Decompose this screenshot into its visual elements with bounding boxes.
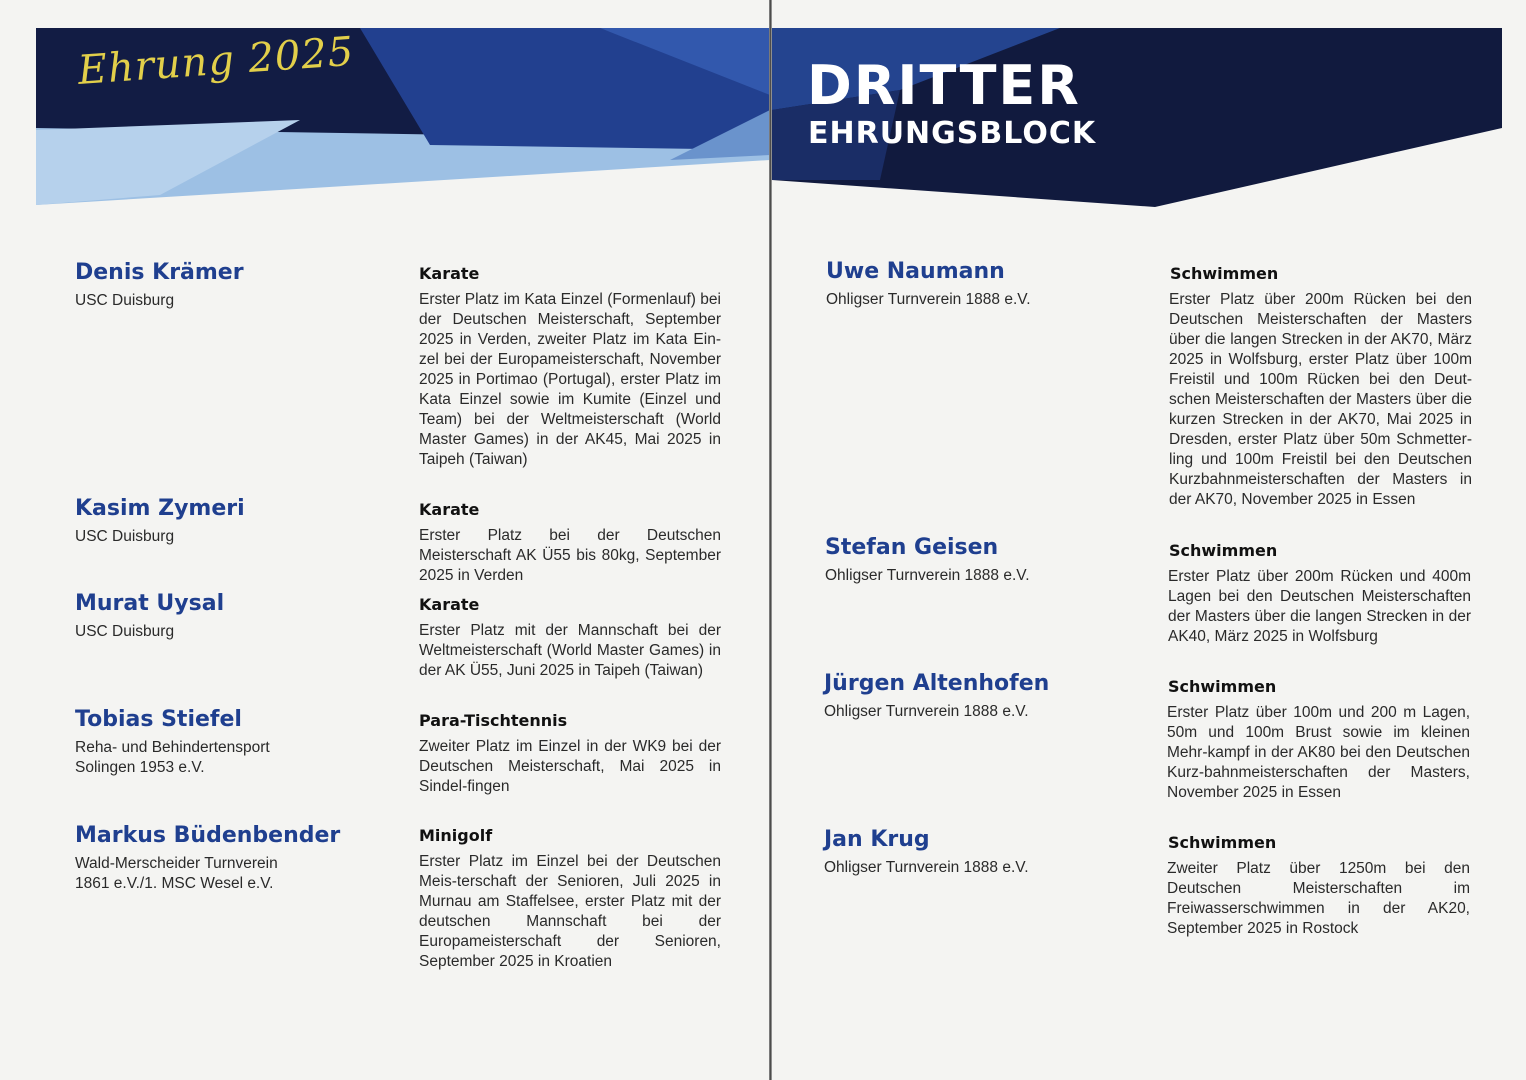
honoree-name: Stefan Geisen [825, 535, 999, 560]
honoree-achievement: Erster Platz bei der Deutschen Meisterschaft AK Ü55 bis 80kg, September 2025 in Verden [419, 527, 721, 584]
honoree-club: Ohligser Turnverein 1888 e.V. [826, 291, 1031, 308]
header-banner [0, 0, 1526, 210]
honoree-sport: Karate [419, 500, 480, 519]
honoree-entry [75, 706, 270, 778]
honoree-club: Wald-Merscheider Turnverein 1861 e.V./1. MSC Wesel e.V. [75, 855, 278, 892]
honoree-club: Ohligser Turnverein 1888 e.V. [824, 859, 1029, 876]
honoree-achievement: Erster Platz über 200m Rücken bei den Deutschen Meisterschaften der Masters über die langen Strecken in der AK70, März 2025 in Wolfsburg, erster Platz über 100m Freistil und 100m Rücken bei den Deut-schen Meisterschaften der Masters über die kurzen Strecken in der AK70, Mai 2025 in Dresden, erster Platz über 50m Schmetter-ling und 100m Freistil bei den Deutschen Kurzbahnmeisterschaften der Masters in der AK70, November 2025 in Essen [1169, 291, 1472, 508]
honoree-achievement: Erster Platz im Einzel bei der Deutschen Meis-terschaft der Senioren, Juli 2025 in Murnau am Staffelsee, erster Platz mit der deutschen Mannschaft bei der Europameisterschaft der Senioren, September 2025 in Kroatien [419, 853, 721, 970]
honoree-name: Tobias Stiefel [75, 707, 242, 732]
honoree-club: Reha- und Behindertensport Solingen 1953 e.V. [75, 739, 270, 776]
honoree-sport: Schwimmen [1168, 677, 1277, 696]
honoree-sport: Para-Tischtennis [419, 711, 568, 730]
honoree-name: Jürgen Altenhofen [824, 671, 1050, 696]
honoree-sport: Karate [419, 595, 480, 614]
honoree-name: Jan Krug [824, 827, 930, 852]
honoree-club: USC Duisburg [75, 528, 175, 545]
book-spine [769, 0, 772, 1080]
honoree-club: Ohligser Turnverein 1888 e.V. [825, 567, 1030, 584]
block-title-line2: EHRUNGSBLOCK [808, 116, 1097, 151]
honoree-achievement: Erster Platz über 200m Rücken und 400m Lagen bei den Deutschen Meisterschaften der Masters über die langen Strecken in der AK40, März 2025 in Wolfsburg [1168, 568, 1471, 645]
honoree-name: Murat Uysal [75, 591, 225, 616]
honoree-entry [825, 534, 1030, 586]
honoree-name: Denis Krämer [75, 260, 244, 285]
honoree-entry [75, 495, 245, 547]
honoree-club: USC Duisburg [75, 623, 175, 640]
honoree-club: USC Duisburg [75, 292, 175, 309]
honoree-achievement: Zweiter Platz im Einzel in der WK9 bei der Deutschen Meisterschaft, Mai 2025 in Sindel-fingen [419, 738, 721, 795]
honoree-entry [75, 822, 340, 894]
honoree-sport: Minigolf [419, 826, 493, 845]
honoree-sport: Karate [419, 264, 480, 283]
honoree-achievement: Zweiter Platz über 1250m bei den Deutschen Meisterschaften im Freiwasserschwimmen in der AK20, September 2025 in Rostock [1167, 860, 1470, 937]
honoree-achievement: Erster Platz über 100m und 200 m Lagen, 50m und 100m Brust sowie im kleinen Mehr-kampf in der AK80 bei den Deutschen Kurz-bahnmeisterschaften der Masters, November 2025 in Essen [1167, 704, 1470, 801]
event-logo: Ehrung 2025 [76, 28, 356, 94]
honoree-entry [826, 258, 1031, 310]
honoree-entry [824, 826, 1029, 878]
honoree-entry [75, 590, 224, 642]
honoree-achievement: Erster Platz im Kata Einzel (Formenlauf) bei der Deutschen Meisterschaft, September 2025 in Verden, zweiter Platz im Kata Ein-zel bei der Europameisterschaft, November 2025 in Portimao (Portugal), erster Platz im Kata Einzel sowie im Kumite (Einzel und Team) bei der Weltmeisterschaft (World Master Games) in der AK45, Mai 2025 in Taipeh (Taiwan) [419, 291, 721, 468]
honoree-name: Uwe Naumann [826, 259, 1005, 284]
honoree-sport: Schwimmen [1170, 264, 1279, 283]
honoree-name: Markus Büdenbender [75, 823, 341, 848]
honoree-entry [824, 670, 1049, 722]
honoree-achievement: Erster Platz mit der Mannschaft bei der Weltmeisterschaft (World Master Games) in der AK Ü55, Juni 2025 in Taipeh (Taiwan) [419, 622, 721, 679]
block-title-line1: DRITTER [807, 54, 1081, 117]
honoree-sport: Schwimmen [1168, 833, 1277, 852]
honoree-name: Kasim Zymeri [75, 496, 245, 521]
honoree-sport: Schwimmen [1169, 541, 1278, 560]
honoree-club: Ohligser Turnverein 1888 e.V. [824, 703, 1029, 720]
honoree-entry [75, 259, 244, 311]
